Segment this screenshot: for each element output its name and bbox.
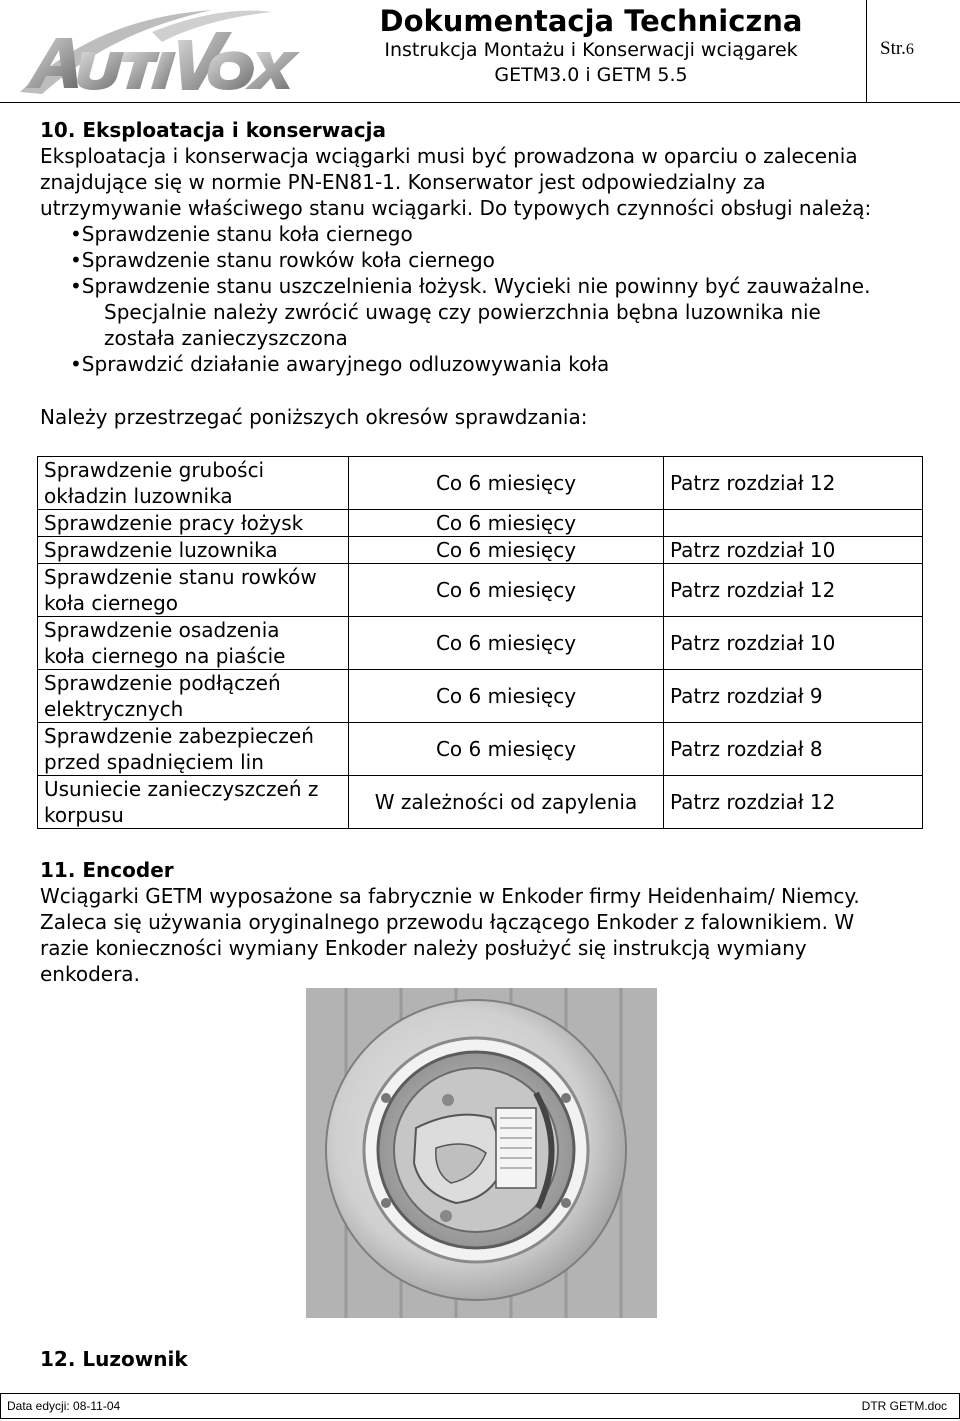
period-cell: W zależności od zapylenia — [349, 776, 664, 829]
edition-date: Data edycji: 08-11-04 — [7, 1399, 121, 1413]
table-row — [38, 723, 923, 776]
table-row — [38, 564, 923, 617]
reference-cell: Patrz rozdział 12 — [664, 457, 923, 510]
autivox-logo — [2, 2, 302, 100]
task-cell: Sprawdzenie osadzenia koła ciernego na piaście — [38, 617, 349, 670]
file-name: DTR GETM.doc — [861, 1399, 947, 1413]
page-footer — [0, 1393, 960, 1419]
period-cell: Co 6 miesięcy — [349, 670, 664, 723]
page-header — [0, 0, 960, 102]
list-item: •Sprawdzić działanie awaryjnego odluzowywania koła — [70, 352, 610, 376]
table-row — [38, 457, 923, 510]
task-cell: Sprawdzenie grubości okładzin luzownika — [38, 457, 349, 510]
paragraph-line: znajdujące się w normie PN-EN81-1. Konserwator jest odpowiedzialny za — [40, 170, 766, 194]
table-row — [38, 537, 923, 564]
reference-cell: Patrz rozdział 8 — [664, 723, 923, 776]
list-item: •Sprawdzenie stanu koła ciernego — [70, 222, 413, 246]
list-item: •Sprawdzenie stanu uszczelnienia łożysk. Wycieki nie powinny być zauważalne. — [70, 274, 871, 298]
paragraph-line: enkodera. — [40, 962, 140, 986]
list-item: •Sprawdzenie stanu rowków koła ciernego — [70, 248, 495, 272]
page-number: Str.6 — [880, 38, 914, 59]
task-cell: Sprawdzenie podłączeń elektrycznych — [38, 670, 349, 723]
inspection-schedule-table — [37, 456, 923, 829]
task-cell: Sprawdzenie stanu rowków koła ciernego — [38, 564, 349, 617]
period-cell: Co 6 miesięcy — [349, 564, 664, 617]
task-cell: Sprawdzenie pracy łożysk — [38, 510, 349, 537]
paragraph-line: razie konieczności wymiany Enkoder należy posłużyć się instrukcją wymiany — [40, 936, 807, 960]
paragraph-line: Eksploatacja i konserwacja wciągarki musi być prowadzona w oparciu o zalecenia — [40, 144, 858, 168]
document-subtitle: Instrukcja Montażu i Konserwacji wciągarek — [384, 39, 798, 61]
table-row — [38, 617, 923, 670]
table-row — [38, 510, 923, 537]
period-cell: Co 6 miesięcy — [349, 457, 664, 510]
header-rule — [0, 102, 960, 103]
paragraph-line: Zaleca się używania oryginalnego przewodu łączącego Enkoder z falownikiem. W — [40, 910, 855, 934]
task-cell: Usuniecie zanieczyszczeń z korpusu — [38, 776, 349, 829]
reference-cell — [664, 510, 923, 537]
document-title: Dokumentacja Techniczna — [379, 4, 803, 38]
section-10-heading: 10. Eksploatacja i konserwacja — [40, 118, 386, 142]
reference-cell: Patrz rozdział 9 — [664, 670, 923, 723]
list-item-continuation: Specjalnie należy zwrócić uwagę czy powierzchnia bębna luzownika nie — [104, 300, 821, 324]
table-row — [38, 776, 923, 829]
document-model: GETM3.0 i GETM 5.5 — [494, 64, 688, 86]
paragraph-line: Wciągarki GETM wyposażone sa fabrycznie w Enkoder firmy Heidenhaim/ Niemcy. — [40, 884, 860, 908]
header-divider — [866, 0, 867, 102]
task-cell: Sprawdzenie zabezpieczeń przed spadnięciem lin — [38, 723, 349, 776]
task-cell: Sprawdzenie luzownika — [38, 537, 349, 564]
reference-cell: Patrz rozdział 10 — [664, 537, 923, 564]
list-item-continuation: została zanieczyszczona — [104, 326, 348, 350]
reference-cell: Patrz rozdział 12 — [664, 776, 923, 829]
section-12-heading: 12. Luzownik — [40, 1347, 188, 1371]
header-titles — [318, 4, 864, 88]
section-11-heading: 11. Encoder — [40, 858, 174, 882]
period-cell: Co 6 miesięcy — [349, 510, 664, 537]
period-cell: Co 6 miesięcy — [349, 723, 664, 776]
period-cell: Co 6 miesięcy — [349, 537, 664, 564]
reference-cell: Patrz rozdział 12 — [664, 564, 923, 617]
reference-cell: Patrz rozdział 10 — [664, 617, 923, 670]
encoder-photo — [306, 988, 657, 1318]
table-row — [38, 670, 923, 723]
table-intro: Należy przestrzegać poniższych okresów sprawdzania: — [40, 405, 588, 429]
paragraph-line: utrzymywanie właściwego stanu wciągarki. Do typowych czynności obsługi należą: — [40, 196, 872, 220]
period-cell: Co 6 miesięcy — [349, 617, 664, 670]
